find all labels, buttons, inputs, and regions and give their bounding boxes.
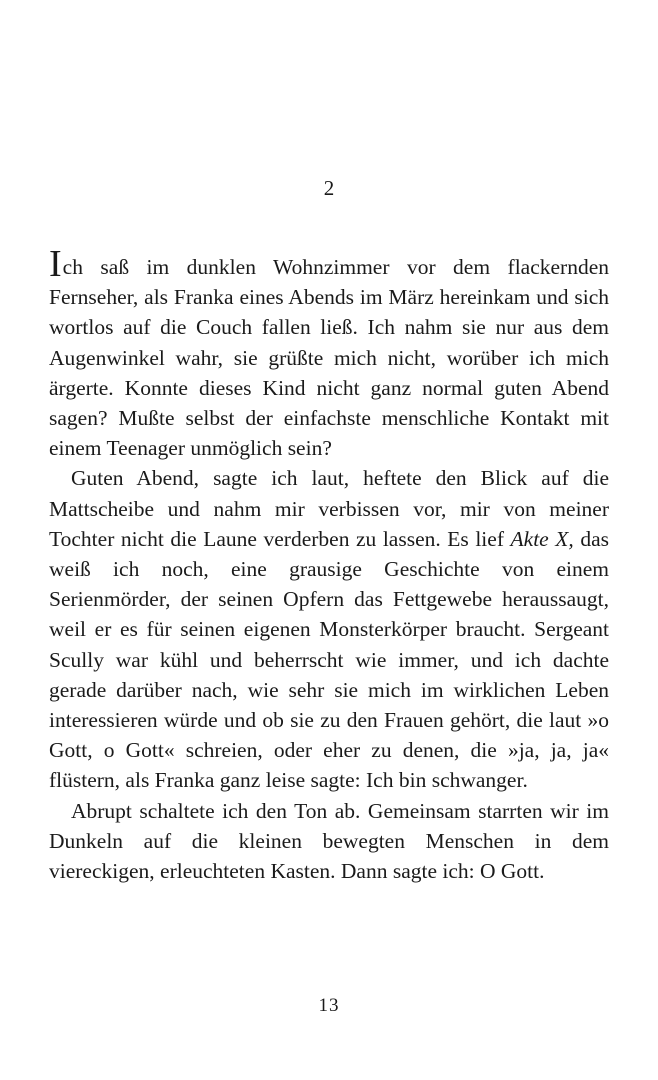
paragraph-2-text-end: das weiß ich noch, eine grausige Geschichte von einem Serienmörder, der seinen Opfern das Fettgewebe heraussaugt, weil er es für seinen eigenen Monsterkörper braucht. Sergeant Scully war kühl und beherrscht wie immer, und ich dachte gerade darüber nach, wie sehr sie mich im wirklichen Leben interessieren würde und ob sie zu den Frauen gehört, die laut »o Gott, o Gott« schreien, oder eher zu denen, die »ja, ja, ja« flüstern, als Franka ganz leise sagte: Ich bin schwanger. bbox=[49, 526, 609, 793]
initial-letter: I bbox=[49, 243, 62, 285]
paragraph-1 bbox=[49, 243, 609, 463]
paragraph-3-text: Abrupt schaltete ich den Ton ab. Gemeinsam starrten wir im Dunkeln auf die kleinen bewegten Menschen in dem viereckigen, erleuchteten Kasten. Dann sagte ich: O Gott. bbox=[49, 798, 609, 884]
show-title: Akte X, bbox=[510, 526, 574, 551]
paragraph-1-text: ch saß im dunklen Wohnzimmer vor dem flackernden Fernseher, als Franka eines Abends im März hereinkam und sich wortlos auf die Couch fallen ließ. Ich nahm sie nur aus dem Augenwinkel wahr, sie grüßte mich nicht, worüber ich mich ärgerte. Konnte dieses Kind nicht ganz normal guten Abend sagen? Mußte selbst der einfachste menschliche Kontakt mit einem Teenager unmöglich sein? bbox=[49, 255, 609, 461]
page-number: 13 bbox=[318, 995, 340, 1016]
paragraph-2 bbox=[49, 463, 609, 795]
chapter-number: 2 bbox=[323, 176, 335, 200]
body-text bbox=[49, 243, 609, 886]
paragraph-3 bbox=[49, 796, 609, 887]
paragraph-2-text-start: Guten Abend, sagte ich laut, heftete den Blick auf die Mattscheibe und nahm mir verbissen vor, mir von meiner Tochter nicht die Laune verderben zu lassen. Es lief bbox=[49, 466, 609, 551]
